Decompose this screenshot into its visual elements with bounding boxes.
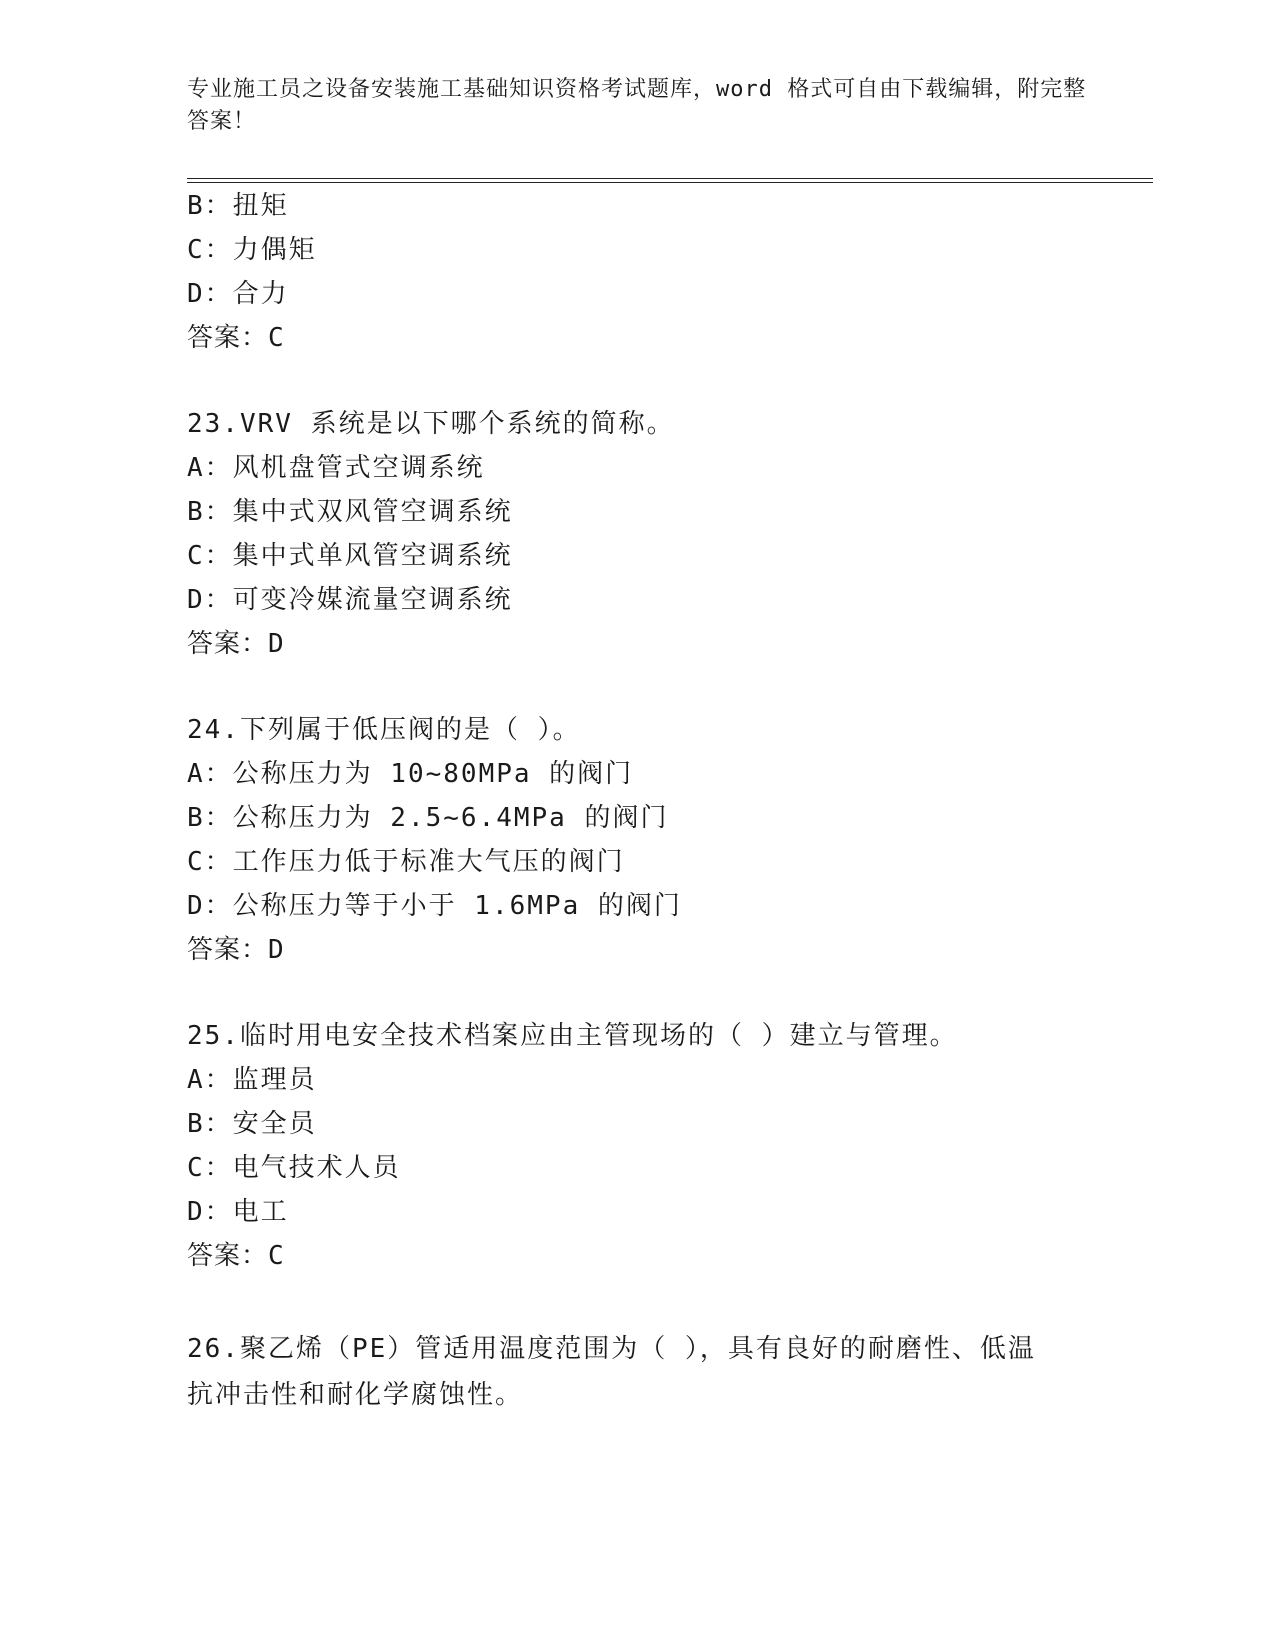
q23-option-c: C：集中式单风管空调系统 <box>187 541 513 571</box>
q22-answer: 答案：C <box>187 323 285 353</box>
q25-answer: 答案：C <box>187 1241 285 1271</box>
q25-option-b: B：安全员 <box>187 1109 317 1139</box>
q22-option-c: C：力偶矩 <box>187 235 317 265</box>
q24-option-a: A：公称压力为 10~80MPa 的阀门 <box>187 759 634 789</box>
q22-option-b: B：扭矩 <box>187 191 289 221</box>
q24-option-d: D：公称压力等于小于 1.6MPa 的阀门 <box>187 891 682 921</box>
q23-answer: 答案：D <box>187 629 285 659</box>
q25-option-c: C：电气技术人员 <box>187 1153 401 1183</box>
header-divider-top <box>187 178 1153 179</box>
q23-option-b: B：集中式双风管空调系统 <box>187 497 513 527</box>
q23-question: 23.VRV 系统是以下哪个系统的简称。 <box>187 409 675 439</box>
q25-option-d: D：电工 <box>187 1197 289 1227</box>
q25-question: 25.临时用电安全技术档案应由主管现场的（ ）建立与管理。 <box>187 1021 958 1051</box>
q22-option-d: D：合力 <box>187 279 289 309</box>
header-divider-bottom <box>187 182 1153 183</box>
q23-option-d: D：可变冷媒流量空调系统 <box>187 585 513 615</box>
q24-option-c: C：工作压力低于标准大气压的阀门 <box>187 847 625 877</box>
q24-question: 24.下列属于低压阀的是（ ）。 <box>187 715 581 745</box>
q25-option-a: A：监理员 <box>187 1065 317 1095</box>
q24-option-b: B：公称压力为 2.5~6.4MPa 的阀门 <box>187 803 669 833</box>
q23-option-a: A：风机盘管式空调系统 <box>187 453 485 483</box>
q24-answer: 答案：D <box>187 935 285 965</box>
q26-question: 26.聚乙烯（PE）管适用温度范围为（ ），具有良好的耐磨性、低温抗冲击性和耐化学腐蚀性。 <box>187 1334 1036 1410</box>
document-header: 专业施工员之设备安装施工基础知识资格考试题库，word 格式可自由下载编辑，附完整答案！ <box>187 77 1087 134</box>
